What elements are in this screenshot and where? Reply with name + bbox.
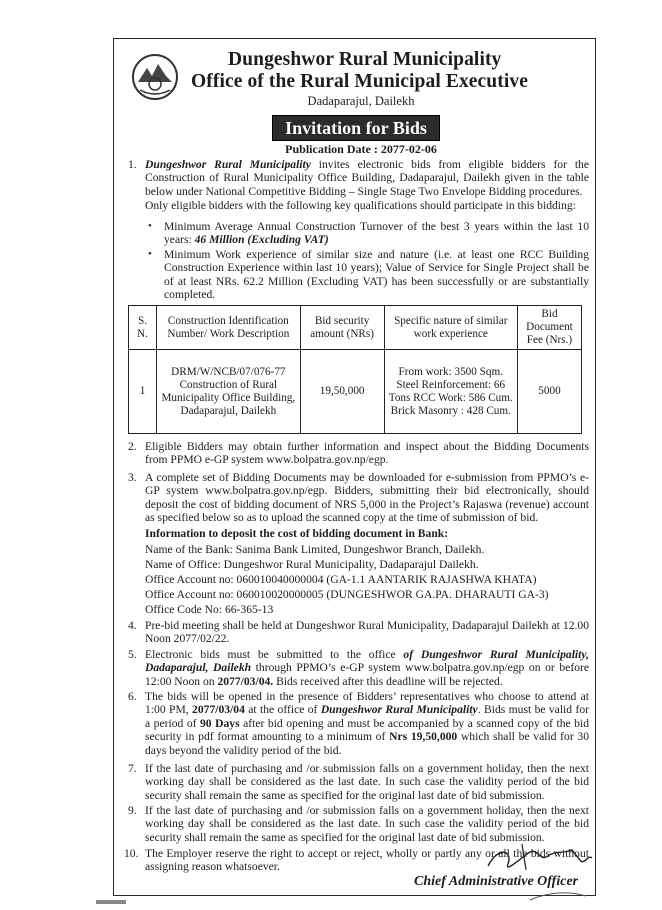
cell-construction: DRM/W/NCB/07/076-77 Construction of Rural Municipality Office Building, Dadaparajul, Dailekh — [157, 350, 301, 434]
para4-number: 4. — [128, 619, 137, 632]
bullet-2: • — [148, 248, 152, 260]
para10-number: 10. — [124, 847, 139, 860]
col-header-sn: S. N. — [129, 306, 157, 350]
para4-text: Pre-bid meeting shall be held at Dungeshwor Rural Municipality, Dadaparajul Dailekh at 12.00 Noon 2077/02/22. — [145, 619, 589, 646]
municipality-name: Dungeshwor Rural Municipality — [228, 49, 502, 70]
publication-date: Publication Date : 2077-02-06 — [285, 142, 437, 156]
para3-number: 3. — [128, 471, 137, 484]
para6-number: 6. — [128, 690, 137, 703]
para6-g: after bid opening and must be accompanied by a scanned copy of the bid security in pdf format amounting to a minimum of — [145, 716, 589, 744]
para6-i: which shall be valid for 30 days beyond the validity period of the bid. — [145, 730, 590, 757]
bid-table — [128, 305, 582, 434]
stamp-mark — [528, 886, 588, 904]
cell-sn: 1 — [129, 350, 157, 434]
office-address: Dadaparajul, Dailekh — [307, 94, 415, 108]
col-header-bid-security: Bid security amount (NRs) — [300, 306, 384, 350]
col-header-construction: Construction Identification Number/ Work Description — [157, 306, 301, 350]
para5-text — [145, 648, 589, 688]
bullet-1: • — [148, 220, 152, 232]
para5-deadline: 2077/03/04. — [217, 674, 274, 688]
bullet1-amount: 46 Million (Excluding VAT) — [194, 233, 329, 247]
bullet2-text: Minimum Work experience of similar size and nature (i.e. at least one RCC Building Construction Experience within last 10 years); Value of Service for Single Project shall be of at least NRs. 62.2 Million (Excluding VAT) has been successfully or are substantially completed. — [164, 248, 589, 302]
para6-office: Dungeshwor Rural Municipality — [320, 703, 478, 717]
para1-lead: Dungeshwor Rural Municipality — [145, 158, 311, 171]
para9-number: 9. — [128, 804, 137, 817]
office-name: Office of the Rural Municipal Executive — [191, 71, 528, 92]
col-header-experience: Specific nature of similar work experience — [384, 306, 517, 350]
bullet1-text — [164, 220, 589, 247]
footer-mark — [96, 900, 126, 904]
cell-experience: From work: 3500 Sqm. Steel Reinforcement: 66 Tons RCC Work: 586 Cum. Brick Masonry : 428 Cum. — [384, 350, 517, 434]
bullet1-main: Minimum Average Annual Construction Turnover of the best 3 years within the last 10 years: — [164, 220, 589, 247]
office-code: Office Code No: 66-365-13 — [145, 603, 274, 616]
office-name-line: Name of Office: Dungeshwor Rural Municipality, Dadaparajul Dailekh. — [145, 558, 479, 571]
para5-office: of Dungeshwor Rural Municipality, Dadaparajul, Dailekh — [145, 648, 589, 675]
bank-name: Name of the Bank: Sanima Bank Limited, Dungeshwor Branch, Dailekh. — [145, 543, 485, 556]
para6-amount: Nrs 19,50,000 — [389, 730, 458, 744]
para6-text — [145, 690, 589, 757]
bank-info-title: Information to deposit the cost of bidding document in Bank: — [145, 527, 449, 540]
para9-text: If the last date of purchasing and /or submission falls on a government holiday, then the next working day shall be considered as the last date. In such case the validity period of the bid security shall remain the same as specified for the original last date of bid submission. — [145, 804, 589, 844]
table-header-row — [129, 306, 582, 350]
para1-text — [145, 158, 589, 198]
table-row — [129, 350, 582, 434]
para6-a: The bids will be opened in the presence of Bidders’ representatives who choose to attend at 1:00 PM, — [145, 690, 589, 717]
para7-number: 7. — [128, 762, 137, 775]
cell-bid-security: 19,50,000 — [300, 350, 384, 434]
para6-days: 90 Days — [200, 716, 240, 730]
para5-a: Electronic bids must be submitted to the office — [145, 648, 404, 661]
para6-date: 2077/03/04 — [192, 703, 245, 717]
para6-c: at the office of — [244, 703, 321, 717]
para6-e: . Bids must be valid for a period of — [145, 703, 589, 730]
para1-text2: Only eligible bidders with the following key qualifications should participate in this bidding: — [145, 199, 576, 212]
para2-number: 2. — [128, 440, 137, 453]
account-2: Office Account no: 060010020000005 (DUNGESHWOR GA.PA. DHARAUTI GA-3) — [145, 588, 549, 601]
para5-e: Bids received after this deadline will be rejected. — [273, 674, 503, 688]
para1-body: invites electronic bids from eligible bidders for the Construction of Rural Municipality Office Building, Dadaparajul, Dailekh given in the table below under National Competitive Bidding – Single Stage Two Envelope Bidding procedures. — [145, 158, 590, 198]
para1-number: 1. — [128, 158, 137, 171]
para5-c: through PPMO’s e-GP system www.bolpatra.gov.np/egp on or before 12:00 Noon on — [145, 661, 590, 688]
para7-text: If the last date of purchasing and /or submission falls on a government holiday, then the next working day shall be considered as the last date. In such case the validity period of the bid security shall remain the same as specified for the original last date of bid submission. — [145, 762, 589, 802]
para2-text: Eligible Bidders may obtain further information and inspect about the Bidding Documents from PPMO e-GP system www.bolpatra.gov.np/egp. — [145, 440, 589, 467]
account-1: Office Account no: 060010040000004 (GA-1.1 AANTARIK RAJASHWA KHATA) — [145, 573, 537, 586]
para5-number: 5. — [128, 648, 137, 661]
invitation-banner: Invitation for Bids — [272, 115, 440, 141]
cell-fee: 5000 — [517, 350, 581, 434]
para3-text: A complete set of Bidding Documents may be downloaded for e-submission from PPMO’s e-GP system www.bolpatra.gov.np/egp. Bidders, submitting their bid electronically, should deposit the cost of bidding document of NRS 5,000 in the Project’s Rajaswa (revenue) account as specified below so as to upload the scanned copy at the time of submission of bid. — [145, 471, 589, 525]
col-header-fee: Bid Document Fee (Nrs.) — [517, 306, 581, 350]
para10-text: The Employer reserve the right to accept or reject, wholly or partly any or all the bids without assigning reason whatsoever. — [145, 847, 589, 874]
signature-title: Chief Administrative Officer — [414, 874, 579, 889]
